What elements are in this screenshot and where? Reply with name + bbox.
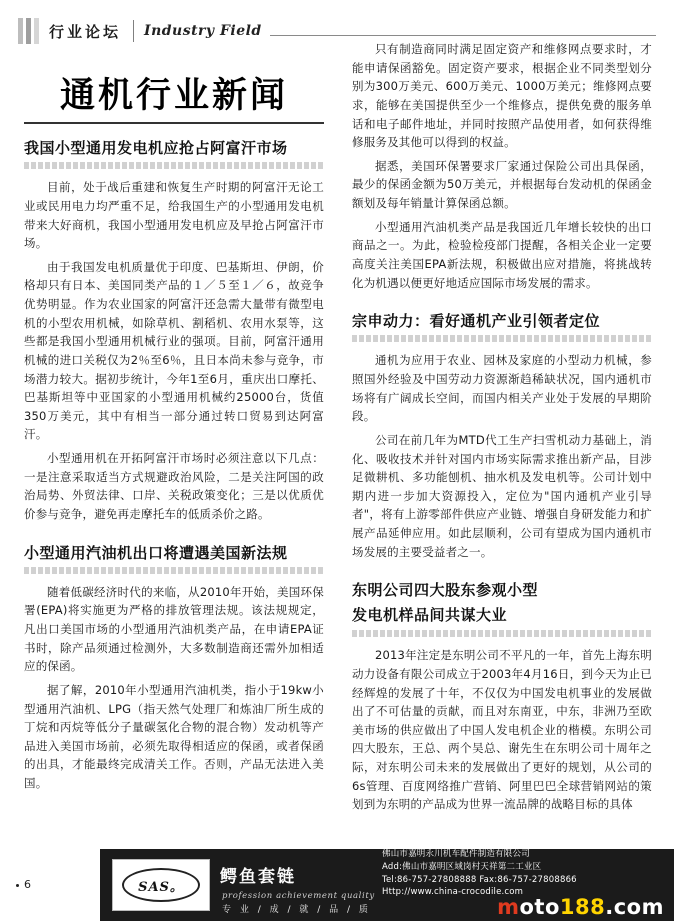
advertiser-name: 鳄鱼套链 — [220, 867, 296, 887]
article-1-title-underline — [24, 162, 324, 169]
page-number — [16, 878, 33, 891]
article-2-continued — [352, 40, 652, 292]
right-column — [352, 40, 652, 819]
portal-watermark-m: m — [497, 895, 520, 919]
article-1-title: 我国小型通用发电机应抢占阿富汗市场 — [24, 139, 288, 157]
advertiser-slogan-en: profession achievement quality — [222, 891, 375, 901]
article-3 — [352, 311, 652, 561]
page-number-dot — [16, 884, 19, 887]
page-footer — [0, 843, 674, 921]
article-2-paragraph-5: 小型通用汽油机类产品是我国近几年增长较快的出口商品之一。为此，检验检疫部门提醒，各相关企业一定要高度关注美国EPA新法规，积极做出应对措施，将挑战转化为机遇以便更好地适应国际市场发展的需求。 — [352, 219, 652, 290]
portal-watermark — [497, 895, 664, 919]
article-2-title: 小型通用汽油机出口将遭遇美国新法规 — [24, 543, 288, 562]
article-3-title-underline — [352, 335, 652, 342]
article-1-paragraph-1: 目前，处于战后重建和恢复生产时期的阿富汗无论工业或民用电力均严重不足，给我国生产的小型通用发电机带来大好商机，我国小型通用发电机应及早抢占阿富汗市场。 — [24, 180, 324, 251]
portal-watermark-number: 188 — [559, 895, 606, 919]
article-1-paragraph-2: 由于我国发电机质量优于印度、巴基斯坦、伊朗，价格却只有日本、美国同类产品的１／５至１／６，故竞争优势明显。作为农业国家的阿富汗还急需大量带有微型电机的小型农用机械，如除草机、割稻机、农用水泵等，这些都是我国小型通用机械行业的强项。目前，阿富汗通用机械的进口关税仅为2％至6％，且日本尚未参与竞争，市场潜力较大。据初步统计，今年1至6月，重庆出口摩托、巴基斯坦等中亚国家的小型通用机械约25000台，货值350万美元，其中有相当一部分通过转口贸易到达阿富汗。 — [24, 259, 324, 442]
article-1 — [24, 138, 324, 524]
section-title-en: Industry Field — [144, 23, 262, 39]
advertiser-logo — [112, 859, 210, 911]
contact-company: 佛山市嘉明永川机车配件制造有限公司 — [382, 849, 530, 859]
header-decor-bars — [18, 18, 39, 44]
article-1-paragraph-3: 小型通用机在开拓阿富汗市场时必须注意以下几点：一是注意采取适当方式规避政治风险，二是关注阿国的政治局势、外贸法律、口岸、关税政策变化；三是以优质优价参与竞争，避免再走摩托车的低质杀价之路。 — [24, 451, 324, 521]
article-4 — [352, 580, 652, 814]
article-2 — [24, 543, 324, 793]
header-rule — [270, 35, 656, 36]
article-4-title-underline — [352, 630, 652, 637]
contact-address: Add:佛山市嘉明区域岗村天祥第二工业区 — [382, 861, 542, 872]
advertiser-logo-text: SAS。 — [122, 868, 200, 902]
article-2-paragraph-4: 据悉，美国环保署要求厂家通过保险公司出具保函，最少的保函金额为50万美元，并根据每台发动机的保函金额划及每年销量计算保函总额。 — [352, 158, 652, 210]
contact-website: Http://www.china-crocodile.com — [382, 887, 524, 898]
masthead-rule — [24, 122, 324, 124]
advertiser-contact — [382, 848, 577, 899]
page-number-value: 6 — [24, 878, 33, 891]
portal-watermark-suffix: .com — [605, 895, 664, 919]
article-4-paragraph-1: 2013年注定是东明公司不平凡的一年，首先上海东明动力设备有限公司成立于2003年4月16日，到今天为止已经辉煌的发展了十年，不仅仅为中国发电机事业的发展做出了不可估量的贡献，而且对东南亚，中东，非洲乃至欧美市场的供应做出了中国人发电机企业的楷模。东明公司四大股东，王总、两个吴总、谢先生在东明公司十周年之际，对东明公司未来的发展做出了更好的规划，从公司的6s管理、百度网络推广营销、阿里巴巴全球营销网站的策划到为东明的产品成为世界一流品牌的战略目标的具体 — [352, 648, 652, 812]
article-2-paragraph-1: 随着低碳经济时代的来临，从2010年开始，美国环保署(EPA)将实施更为严格的排放管理法规。该法规规定，凡出口美国市场的小型通用汽油机类产品，在申请EPA证书时，除产品须通过检测外，大多数制造商还需外加相适应的保函。 — [24, 584, 324, 674]
article-2-paragraph-3: 只有制造商同时满足固定资产和维修网点要求时，才能申请保函豁免。固定资产要求，根据企业不同类型划分别为300万美元、600万美元、1000万美元；维修网点要求，能够在美国提供至少一个维修点，提供免费的服务单话和电子邮件地址，并同时按照产品使用者，如何获得维修服务及其他可以得到的权益。 — [352, 42, 652, 150]
article-4-title-line-1: 东明公司四大股东参观小型 — [352, 581, 539, 600]
left-column — [24, 56, 324, 798]
section-title-cn: 行业论坛 — [49, 22, 122, 41]
header-divider — [133, 20, 134, 42]
contact-phone: Tel:86-757-27808888 Fax:86-757-27808866 — [382, 874, 577, 885]
article-2-paragraph-2: 据了解，2010年小型通用汽油机类，指小于19kw小型通用汽油机、LPG（指天然气处理厂和炼油厂所生成的丁烷和丙烷等低分子量碳氢化合物的混合物）发动机等产品进入美国市场前，必须先取得相适应的保函，或者保函的出具，才能最终完成清关工作。否则，产品无法进入美国。 — [24, 682, 324, 790]
masthead-title: 通机行业新闻 — [59, 76, 288, 116]
article-4-title-line-2: 发电机样品间共谋大业 — [352, 606, 508, 625]
article-3-paragraph-1: 通机为应用于农业、园林及家庭的小型动力机械，参照国外经验及中国劳动力资源渐趋稀缺状况，国内通机市场将有广阔成长空间，而国内相关产业处于发展的早期阶段。 — [352, 353, 652, 424]
article-3-paragraph-2: 公司在前几年为MTD代工生产扫雪机动力基础上，消化、吸收技术并针对国内市场实际需求推出新产品，目涉足微耕机、多功能刨机、抽水机及发电机等。公司计划中期内进一步加大资源投入，定位为"国内通机产业引导者"，将有上游零部件供应产业链、增强自身研发能力和扩展产品延伸应用。如此层顺利，公司有望成为国内通机市场发展的主要受益者之一。 — [352, 432, 652, 559]
article-3-title: 宗申动力：看好通机产业引领者定位 — [352, 312, 601, 331]
portal-watermark-oto: oto — [519, 895, 560, 919]
article-2-title-underline — [24, 567, 324, 574]
advertiser-slogan-cn: 专 业 / 成 / 就 / 品 / 质 — [222, 905, 371, 915]
